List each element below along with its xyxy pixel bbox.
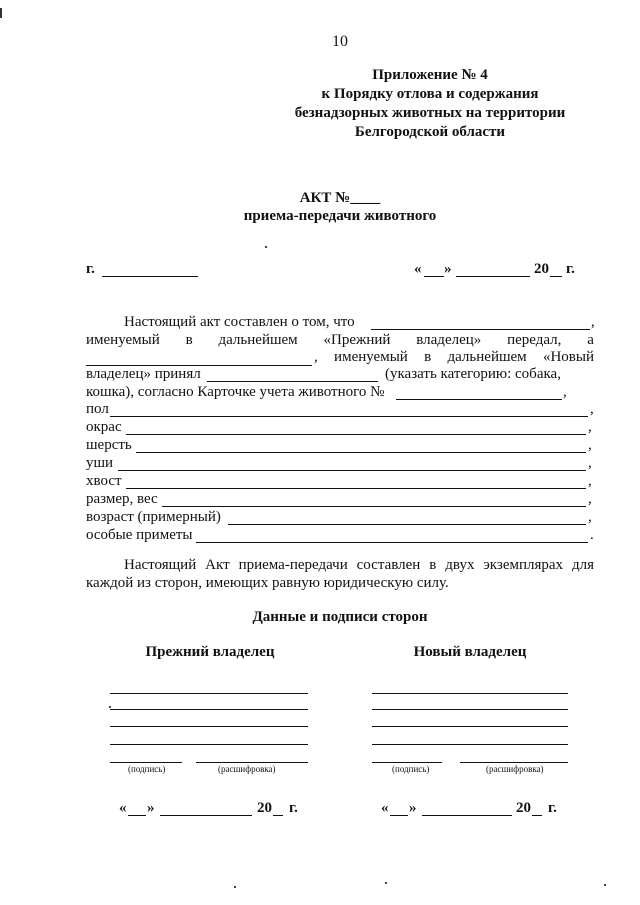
year-suffix: г. bbox=[566, 261, 575, 277]
scan-speck bbox=[604, 884, 606, 886]
word: «Прежний bbox=[323, 332, 391, 348]
scan-edge-mark bbox=[0, 8, 2, 18]
city-label: г. bbox=[86, 261, 95, 277]
appendix-line-4: Белгородской области bbox=[354, 124, 506, 140]
date-close-quote: » bbox=[444, 261, 452, 277]
month-blank bbox=[422, 815, 512, 816]
field-end: , bbox=[588, 491, 592, 507]
new-owner-title: Новый владелец bbox=[413, 644, 527, 660]
field-label: пол bbox=[86, 401, 109, 417]
page-number: 10 bbox=[332, 33, 348, 50]
animal-category-blank bbox=[207, 381, 378, 382]
scan-speck bbox=[265, 246, 267, 248]
field-blank bbox=[110, 416, 588, 417]
decoding-caption: (расшифровка) bbox=[486, 764, 544, 774]
paragraph-line-1: Настоящий акт составлен о том, что bbox=[124, 314, 355, 330]
previous-owner-line-2 bbox=[110, 709, 308, 710]
field-blank bbox=[126, 488, 586, 489]
field-label: окрас bbox=[86, 419, 122, 435]
word: а bbox=[587, 332, 594, 348]
field-end: , bbox=[588, 473, 592, 489]
city-blank bbox=[102, 276, 198, 277]
appendix-line-1: Приложение № 4 bbox=[372, 67, 488, 83]
field-end: , bbox=[588, 419, 592, 435]
word: в bbox=[185, 332, 193, 348]
previous-owner-title: Прежний владелец bbox=[145, 644, 275, 660]
act-subtitle: приема-передачи животного bbox=[243, 208, 437, 224]
appendix-line-3: безнадзорных животных на территории bbox=[294, 105, 566, 121]
field-blank bbox=[228, 524, 586, 525]
day-blank bbox=[128, 815, 146, 816]
year-prefix: 20 bbox=[534, 261, 549, 277]
field-label: особые приметы bbox=[86, 527, 193, 543]
year-blank bbox=[273, 815, 283, 816]
new-owner-signature-line bbox=[372, 762, 442, 763]
field-end: , bbox=[588, 509, 592, 525]
year-suffix: г. bbox=[548, 800, 557, 816]
closing-line-2: каждой из сторон, имеющих равную юридическую силу. bbox=[86, 575, 449, 591]
new-owner-line-1 bbox=[372, 693, 568, 694]
card-number-blank bbox=[396, 399, 562, 400]
previous-owner-signature-line bbox=[110, 762, 182, 763]
year-blank bbox=[532, 815, 542, 816]
field-end: . bbox=[590, 527, 594, 543]
scan-speck bbox=[109, 706, 111, 708]
signature-caption: (подпись) bbox=[392, 764, 430, 774]
field-blank bbox=[136, 452, 586, 453]
field-blank bbox=[126, 434, 586, 435]
field-label: хвост bbox=[86, 473, 122, 489]
field-label: шерсть bbox=[86, 437, 132, 453]
previous-owner-line-4 bbox=[110, 744, 308, 745]
closing-line-1: Настоящий Акт приема-передачи составлен в двух экземплярах для bbox=[124, 557, 594, 573]
signatures-heading: Данные и подписи сторон bbox=[252, 609, 428, 625]
previous-owner-line-1 bbox=[110, 693, 308, 694]
field-end: , bbox=[588, 437, 592, 453]
date-open-quote: « bbox=[381, 800, 389, 816]
day-blank bbox=[390, 815, 408, 816]
paragraph-line-3: , именуемый в дальнейшем «Новый bbox=[314, 349, 594, 365]
date-close-quote: » bbox=[409, 800, 417, 816]
field-blank bbox=[118, 470, 586, 471]
field-label: уши bbox=[86, 455, 114, 471]
appendix-header bbox=[270, 66, 590, 142]
word: передал, bbox=[507, 332, 562, 348]
scan-speck bbox=[385, 882, 387, 884]
date-close-quote: » bbox=[147, 800, 155, 816]
paragraph-line-5: кошка), согласно Карточке учета животного № bbox=[86, 384, 385, 400]
field-blank bbox=[196, 542, 588, 543]
month-blank bbox=[160, 815, 252, 816]
field-end: , bbox=[590, 401, 594, 417]
field-label: возраст (примерный) bbox=[86, 509, 221, 525]
date-open-quote: « bbox=[119, 800, 127, 816]
scan-speck bbox=[234, 886, 236, 888]
field-end: , bbox=[588, 455, 592, 471]
act-title: АКТ №____ bbox=[299, 190, 381, 206]
paragraph-line-2 bbox=[86, 332, 594, 349]
year-blank bbox=[550, 276, 562, 277]
date-open-quote: « bbox=[414, 261, 422, 277]
previous-owner-line-3 bbox=[110, 726, 308, 727]
paragraph-line-4b: (указать категорию: собака, bbox=[385, 366, 561, 382]
new-owner-line-2 bbox=[372, 709, 568, 710]
decoding-caption: (расшифровка) bbox=[218, 764, 276, 774]
paragraph-line-4a: владелец» принял bbox=[86, 366, 201, 382]
new-owner-decoding-line bbox=[460, 762, 568, 763]
paragraph-comma-5: , bbox=[563, 384, 567, 400]
paragraph-comma-1: , bbox=[591, 314, 595, 330]
new-owner-line-4 bbox=[372, 744, 568, 745]
year-prefix: 20 bbox=[257, 800, 272, 816]
appendix-line-2: к Порядку отлова и содержания bbox=[321, 86, 539, 102]
field-label: размер, вес bbox=[86, 491, 158, 507]
new-owner-line-3 bbox=[372, 726, 568, 727]
word: дальнейшем bbox=[218, 332, 298, 348]
year-suffix: г. bbox=[289, 800, 298, 816]
word: владелец» bbox=[416, 332, 482, 348]
field-blank bbox=[162, 506, 586, 507]
day-blank bbox=[424, 276, 444, 277]
previous-owner-decoding-line bbox=[196, 762, 308, 763]
month-blank bbox=[456, 276, 530, 277]
paragraph-blank-1 bbox=[371, 329, 590, 330]
year-prefix: 20 bbox=[516, 800, 531, 816]
word: именуемый bbox=[86, 332, 160, 348]
signature-caption: (подпись) bbox=[128, 764, 166, 774]
